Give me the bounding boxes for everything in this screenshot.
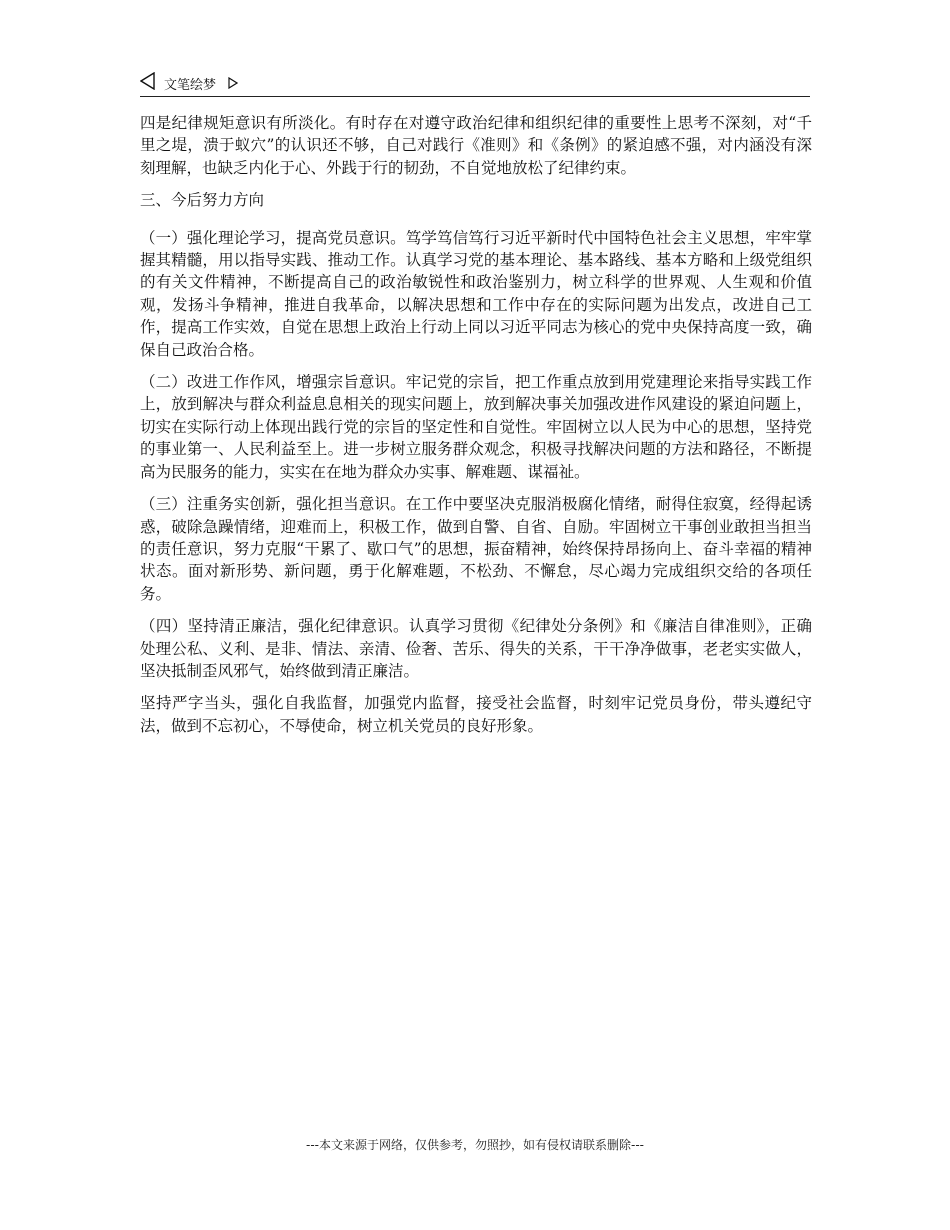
document-body <box>140 112 812 747</box>
document-header <box>140 70 810 97</box>
paragraph-conclusion: 坚持严字当头，强化自我监督，加强党内监督，接受社会监督，时刻牢记党员身份，带头遵纪守法，做到不忘初心，不辱使命，树立机关党员的良好形象。 <box>140 694 812 735</box>
triangle-right-icon <box>228 74 238 86</box>
brand-title: 文笔绘梦 <box>164 78 217 93</box>
paragraph-theory-study: （一）强化理论学习，提高党员意识。笃学笃信笃行习近平新时代中国特色社会主义思想，牢牢掌握其精髓，用以指导实践、推动工作。认真学习党的基本理论、基本路线、基本方略和上级党组织的有关文件精神，不断提高自己的政治敏锐性和政治鉴别力，树立科学的世界观、人生观和价值观，发扬斗争精神，推进自我革命，以解决思想和工作中存在的实际问题为出发点，改进自己工作，提高工作实效，自觉在思想上政治上行动上同以习近平同志为核心的党中央保持高度一致，确保自己政治合格。 <box>140 228 812 359</box>
footer-disclaimer: ---本文来源于网络，仅供参考，勿照抄，如有侵权请联系删除--- <box>306 1138 644 1152</box>
triangle-left-icon <box>140 72 156 90</box>
paragraph-work-style: （二）改进工作作风，增强宗旨意识。牢记党的宗旨，把工作重点放到用党建理论来指导实践工作上，放到解决与群众利益息息相关的现实问题上，放到解决事关加强改进作风建设的紧迫问题上，切实在实际行动上体现出践行党的宗旨的坚定性和自觉性。牢固树立以人民为中心的思想，坚持党的事业第一、人民利益至上。进一步树立服务群众观念，积极寻找解决问题的方法和路径，不断提高为民服务的能力，实实在在地为群众办实事、解难题、谋福祉。 <box>140 373 812 481</box>
section-heading: 三、今后努力方向 <box>140 191 265 210</box>
paragraph-integrity: （四）坚持清正廉洁，强化纪律意识。认真学习贯彻《纪律处分条例》和《廉洁自律准则》，正确处理公私、义利、是非、情法、亲清、俭奢、苦乐、得失的关系，干干净净做事，老老实实做人，坚决抵制歪风邪气，始终做到清正廉洁。 <box>140 617 812 680</box>
paragraph-discipline-awareness: 四是纪律规矩意识有所淡化。有时存在对遵守政治纪律和组织纪律的重要性上思考不深刻，对“千里之堤，溃于蚁穴”的认识还不够，自己对践行《准则》和《条例》的紧迫感不强，对内涵没有深刻理解，也缺乏内化于心、外践于行的韧劲，不自觉地放松了纪律约束。 <box>140 114 812 177</box>
paragraph-innovation: （三）注重务实创新，强化担当意识。在工作中要坚决克服消极腐化情绪，耐得住寂寞，经得起诱惑，破除急躁情绪，迎难而上，积极工作，做到自警、自省、自励。牢固树立干事创业敢担当担当的责任意识，努力克服“干累了、歇口气”的思想，振奋精神，始终保持昂扬向上、奋斗幸福的精神状态。面对新形势、新问题，勇于化解难题，不松劲、不懈怠，尽心竭力完成组织交给的各项任务。 <box>140 495 812 603</box>
